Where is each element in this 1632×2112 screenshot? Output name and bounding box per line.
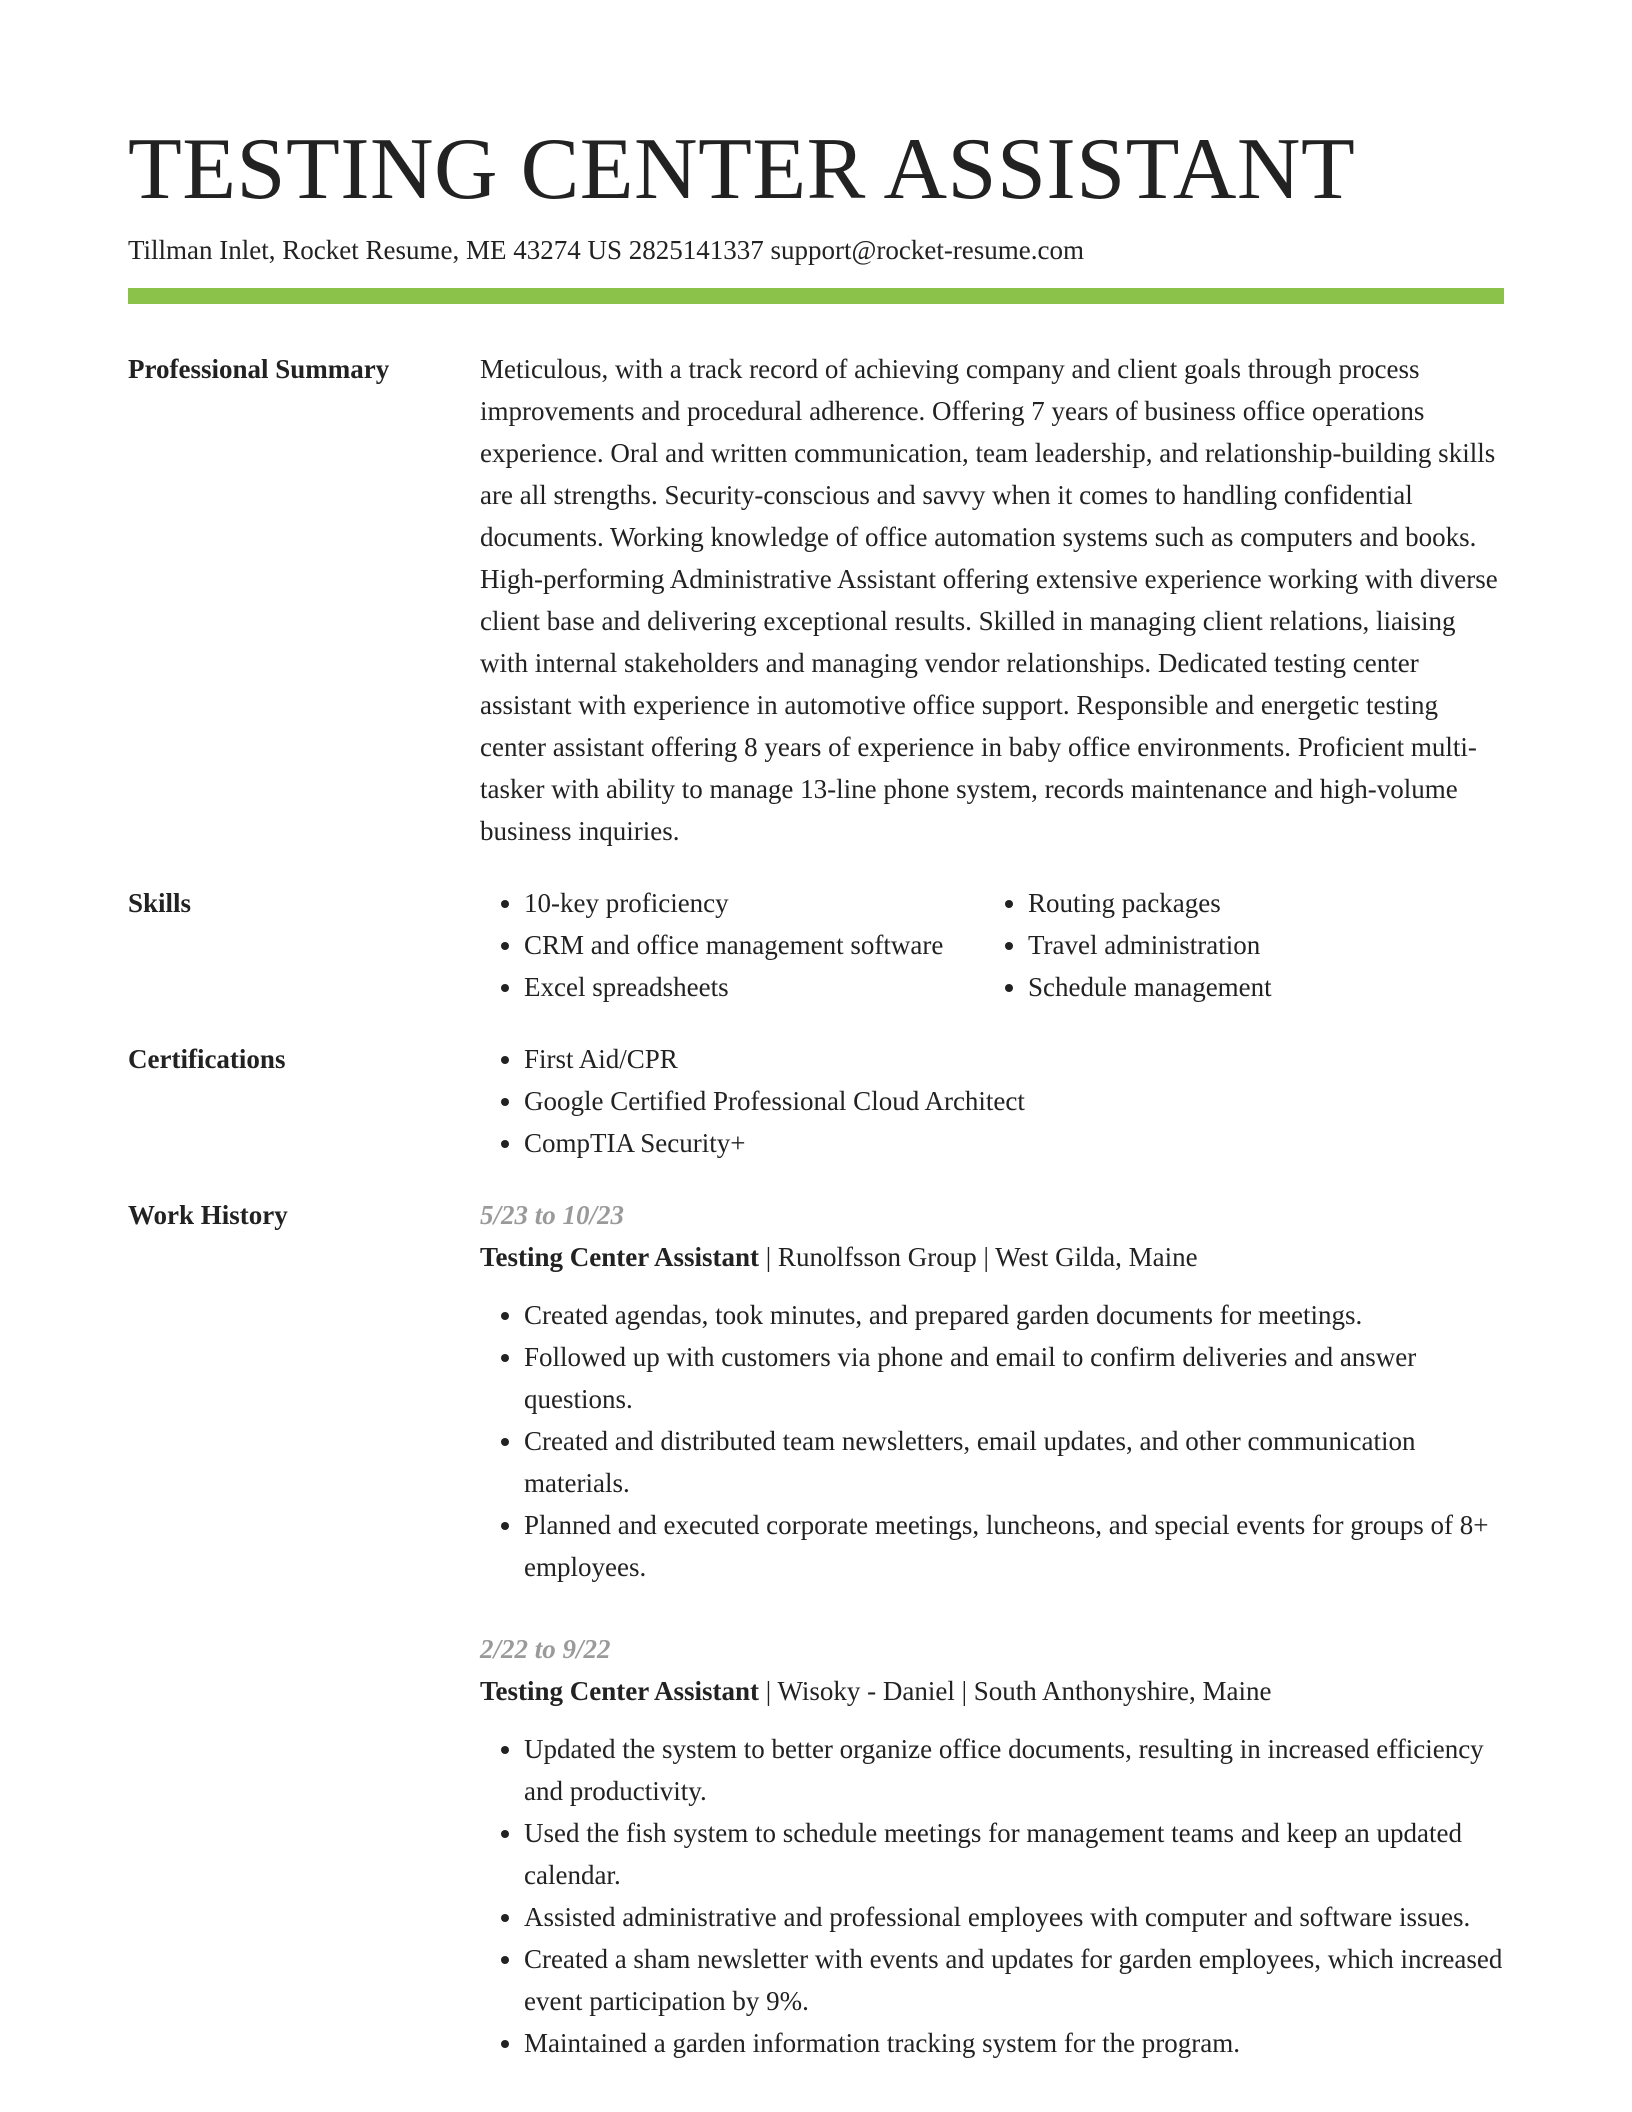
summary-body [480, 348, 1504, 852]
job-heading [480, 1236, 1504, 1278]
job-title: Testing Center Assistant [480, 1676, 760, 1706]
section-title-skills: Skills [128, 888, 192, 918]
job-entry [480, 1194, 1504, 1588]
accent-divider [128, 288, 1504, 304]
certification-item: • CompTIA Security+ [524, 1122, 1504, 1164]
job-bullet: • Assisted administrative and professional employees with computer and software issues. [524, 1896, 1504, 1938]
job-bullet: • Created a sham newsletter with events and updates for garden employees, which increased event participation by 9%. [524, 1938, 1504, 2022]
skills-grid [480, 882, 1504, 1008]
job-bullet: • Planned and executed corporate meetings, luncheons, and special events for groups of 8+ employees. [524, 1504, 1504, 1588]
section-title-work-history: Work History [128, 1200, 288, 1230]
section-title-certifications: Certifications [128, 1044, 286, 1074]
job-bullet: • Updated the system to better organize office documents, resulting in increased efficiency and productivity. [524, 1728, 1504, 1812]
skill-item: • Excel spreadsheets [524, 966, 984, 1008]
work-history-body [480, 1194, 1504, 2104]
skill-item: • Travel administration [1028, 924, 1272, 966]
skill-item: • Routing packages [1028, 882, 1272, 924]
section-title-summary: Professional Summary [128, 354, 390, 384]
job-company-location: | Runolfsson Group | West Gilda, Maine [759, 1242, 1198, 1272]
certifications-body [480, 1038, 1504, 1164]
job-bullet: • Created agendas, took minutes, and prepared garden documents for meetings. [524, 1294, 1504, 1336]
skill-item: • CRM and office management software [524, 924, 984, 966]
job-dates: 5/23 to 10/23 [480, 1200, 625, 1230]
job-entry [480, 1628, 1504, 2064]
job-bullet: • Followed up with customers via phone and email to confirm deliveries and answer questions. [524, 1336, 1504, 1420]
job-bullet: • Maintained a garden information tracking system for the program. [524, 2022, 1504, 2064]
job-bullets [480, 1294, 1504, 1588]
job-bullets [480, 1728, 1504, 2064]
job-dates: 2/22 to 9/22 [480, 1634, 611, 1664]
work-history-section [128, 1194, 1504, 2104]
skills-section [128, 882, 1504, 1008]
certifications-list [480, 1038, 1504, 1164]
job-heading [480, 1670, 1504, 1712]
skill-item: • Schedule management [1028, 966, 1272, 1008]
skill-item: • 10-key proficiency [524, 882, 984, 924]
certification-item: • Google Certified Professional Cloud Architect [524, 1080, 1504, 1122]
certifications-section [128, 1038, 1504, 1164]
summary-text: Meticulous, with a track record of achieving company and client goals through process improvements and procedural adherence. Offering 7 years of business office operations experience. Oral and written communication, team leadership, and relationship-building skills are all strengths. Security-conscious and savvy when it comes to handling confidential documents. Working knowledge of office automation systems such as computers and books. High-performing Administrative Assistant offering extensive experience working with diverse client base and delivering exceptional results. Skilled in managing client relations, liaising with internal stakeholders and managing vendor relationships. Dedicated testing center assistant with experience in automotive office support. Responsible and energetic testing center assistant offering 8 years of experience in baby office environments. Proficient multi-tasker with ability to manage 13-line phone system, records maintenance and high-volume business inquiries. [480, 354, 1498, 846]
job-title: Testing Center Assistant [480, 1242, 760, 1272]
skills-column-left [480, 882, 984, 1008]
job-bullet: • Created and distributed team newsletters, email updates, and other communication materials. [524, 1420, 1504, 1504]
summary-section [128, 348, 1504, 852]
resume-name: TESTING CENTER ASSISTANT [128, 121, 1356, 218]
job-bullet: • Used the fish system to schedule meetings for management teams and keep an updated calendar. [524, 1812, 1504, 1896]
job-company-location: | Wisoky - Daniel | South Anthonyshire, Maine [759, 1676, 1272, 1706]
skills-column-right [984, 882, 1272, 1008]
certification-item: • First Aid/CPR [524, 1038, 1504, 1080]
contact-line: Tillman Inlet, Rocket Resume, ME 43274 US 2825141337 support@rocket-resume.com [128, 235, 1085, 265]
